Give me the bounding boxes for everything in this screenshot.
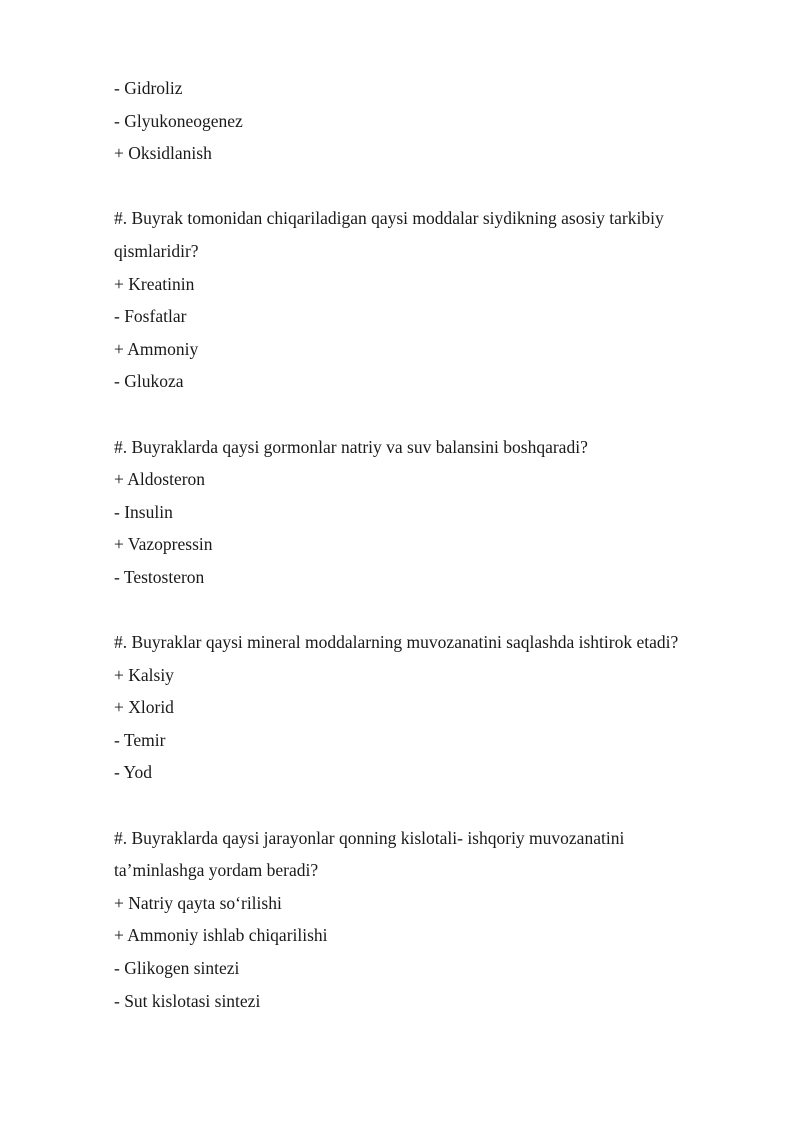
answer-option: - Temir bbox=[114, 729, 166, 750]
spacer bbox=[114, 170, 734, 203]
answer-option: + Ammoniy bbox=[114, 338, 199, 359]
question-text: #. Buyraklar qaysi mineral moddalarning muvozanatini saqlashda ishtirok etadi? bbox=[114, 632, 679, 653]
answer-option: + Natriy qayta so‘rilishi bbox=[114, 892, 282, 913]
question-block bbox=[114, 822, 734, 1018]
answer-option: + Aldosteron bbox=[114, 469, 206, 490]
answer-option: + Kalsiy bbox=[114, 664, 174, 685]
answer-option: + Vazopressin bbox=[114, 534, 213, 555]
answer-option: - Insulin bbox=[114, 501, 173, 522]
answer-option: - Glyukoneogenez bbox=[114, 110, 243, 131]
answer-option: - Gidroliz bbox=[114, 78, 183, 98]
question-text: #. Buyrak tomonidan chiqariladigan qaysi moddalar siydikning asosiy tarkibiy bbox=[114, 208, 664, 229]
question-block bbox=[114, 202, 734, 398]
answer-option: + Oksidlanish bbox=[114, 143, 212, 164]
spacer bbox=[114, 398, 734, 431]
answer-option: - Glikogen sintezi bbox=[114, 958, 240, 979]
answer-option: + Xlorid bbox=[114, 697, 174, 718]
spacer bbox=[114, 789, 734, 822]
answer-option: - Glukoza bbox=[114, 371, 184, 392]
answer-option: - Sut kislotasi sintezi bbox=[114, 990, 261, 1011]
document-page bbox=[114, 72, 734, 1017]
question-block bbox=[114, 431, 734, 594]
answer-option: - Fosfatlar bbox=[114, 306, 187, 327]
answer-group bbox=[114, 72, 734, 170]
question-block bbox=[114, 626, 734, 789]
spacer bbox=[114, 594, 734, 627]
question-text: qismlaridir? bbox=[114, 240, 199, 261]
answer-option: - Testosteron bbox=[114, 566, 205, 587]
question-text: ta’minlashga yordam beradi? bbox=[114, 860, 319, 881]
answer-option: + Ammoniy ishlab chiqarilishi bbox=[114, 925, 328, 946]
question-text: #. Buyraklarda qaysi jarayonlar qonning kislotali- ishqoriy muvozanatini bbox=[114, 827, 625, 848]
answer-option: - Yod bbox=[114, 762, 152, 783]
question-text: #. Buyraklarda qaysi gormonlar natriy va suv balansini boshqaradi? bbox=[114, 436, 588, 457]
answer-option: + Kreatinin bbox=[114, 273, 195, 294]
